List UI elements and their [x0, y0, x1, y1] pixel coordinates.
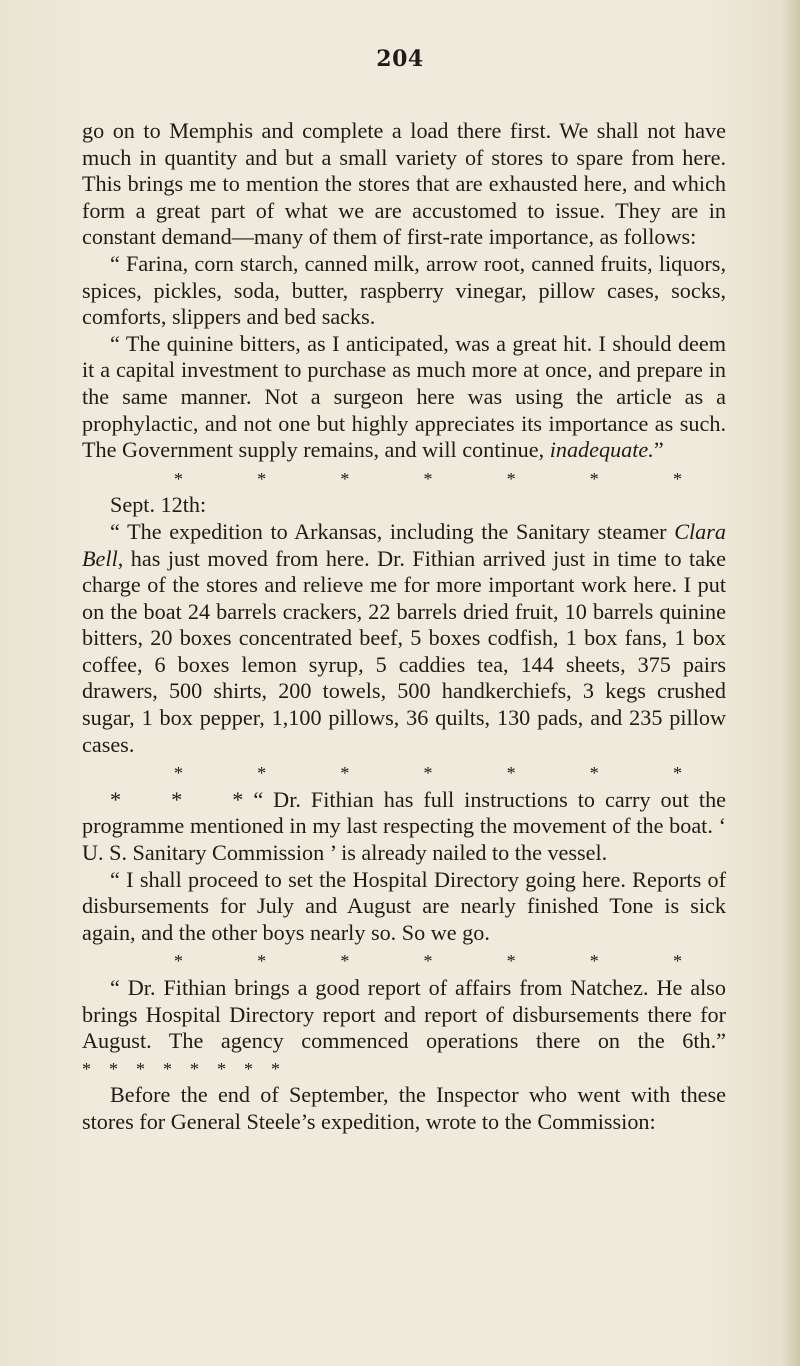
star: *	[672, 763, 682, 784]
paragraph-3-text: “ The quinine bitters, as I anticipated, was a great hit. I should deem it a capital investment to purchase as much more at once, and prepare in the same manner. Not a surgeon here was using the article as a prophylactic, and not one but highly appreciates its importance as such. The Government supply remains, and will continue,	[82, 330, 726, 463]
star: *	[174, 468, 183, 489]
star: *	[340, 951, 350, 972]
star: *	[672, 951, 682, 972]
star: *	[174, 763, 183, 784]
paragraph-8: Before the end of September, the Inspector who went with these stores for General Steele’s expedition, wrote to the Commission:	[82, 1082, 726, 1134]
star: *	[672, 468, 682, 489]
inline-stars: * * * * * * * *	[82, 1058, 280, 1079]
star: *	[589, 763, 599, 784]
paragraph-4-text-a: “ The expedition to Arkansas, including the Sanitary steamer	[110, 518, 675, 544]
paragraph-4-text-b: , has just moved from here. Dr. Fithian arrived just in time to take charge of the stores and relieve me for more important work here. I put on the boat 24 barrels crackers, 22 barrels dried fruit, 10 barrels quinine bitters, 20 boxes concentrated beef, 5 boxes codfish, 1 box fans, 1 box coffee, 6 boxes lemon syrup, 5 caddies tea, 144 sheets, 375 pairs drawers, 500 shirts, 200 towels, 500 handkerchiefs, 3 kegs crushed sugar, 1 box pepper, 1,100 pillows, 36 quilts, 130 pads, and 235 pillow cases.	[82, 545, 726, 757]
star: *	[589, 468, 599, 489]
star: *	[506, 763, 516, 784]
star: *	[423, 468, 433, 489]
section-break-stars-1	[82, 466, 726, 493]
star: *	[174, 951, 183, 972]
body-text	[82, 118, 726, 1136]
paragraph-7	[82, 975, 726, 1082]
page-edge-shadow	[782, 0, 800, 1366]
paragraph-3-close-quote: ”	[653, 437, 664, 463]
paragraph-3-emphasis: inadequate.	[549, 437, 654, 463]
star: *	[340, 763, 350, 784]
paragraph-6: “ I shall proceed to set the Hospital Directory going here. Reports of disbursements for July and August are nearly finished Tone is sick again, and the other boys nearly so. So we go.	[82, 866, 726, 945]
paragraph-5-text: “ Dr. Fithian has full instructions to carry out the programme mentioned in my last respecting the movement of the boat. ‘ U. S. Sanitary Commission ’ is already nailed to the vessel.	[82, 786, 727, 866]
paragraph-1: go on to Memphis and complete a load there first. We shall not have much in quantity and but a small variety of stores to spare from here. This brings me to mention the stores that are exhausted here, and which form a great part of what we are accustomed to issue. They are in constant demand—many of them of first-rate importance, as follows:	[82, 118, 726, 250]
section-break-stars-3	[82, 948, 726, 975]
star: *	[506, 951, 516, 972]
star: *	[589, 951, 599, 972]
paragraph-3	[82, 331, 726, 464]
page-number: 204	[376, 46, 424, 72]
star: *	[506, 468, 516, 489]
paragraph-2: “ Farina, corn starch, canned milk, arrow root, canned fruits, liquors, spices, pickles, soda, butter, raspberry vinegar, pillow cases, socks, comforts, slippers and bed sacks.	[82, 250, 726, 330]
inline-stars: * * *	[110, 786, 244, 812]
steamer-name: Clara Bell	[82, 518, 726, 571]
star: *	[423, 951, 433, 972]
star: *	[257, 468, 267, 489]
date-heading: Sept. 12th:	[110, 492, 207, 518]
star: *	[340, 468, 350, 489]
section-break-stars-2	[82, 760, 726, 787]
paragraph-4	[82, 519, 726, 758]
paragraph-5	[82, 787, 726, 867]
star: *	[423, 763, 433, 784]
paragraph-7-text: “ Dr. Fithian brings a good report of affairs from Natchez. He also brings Hospital Directory report and report of disbursements there for August. The agency commenced operations there on the 6th.”	[82, 975, 726, 1054]
star: *	[257, 763, 267, 784]
star: *	[257, 951, 267, 972]
